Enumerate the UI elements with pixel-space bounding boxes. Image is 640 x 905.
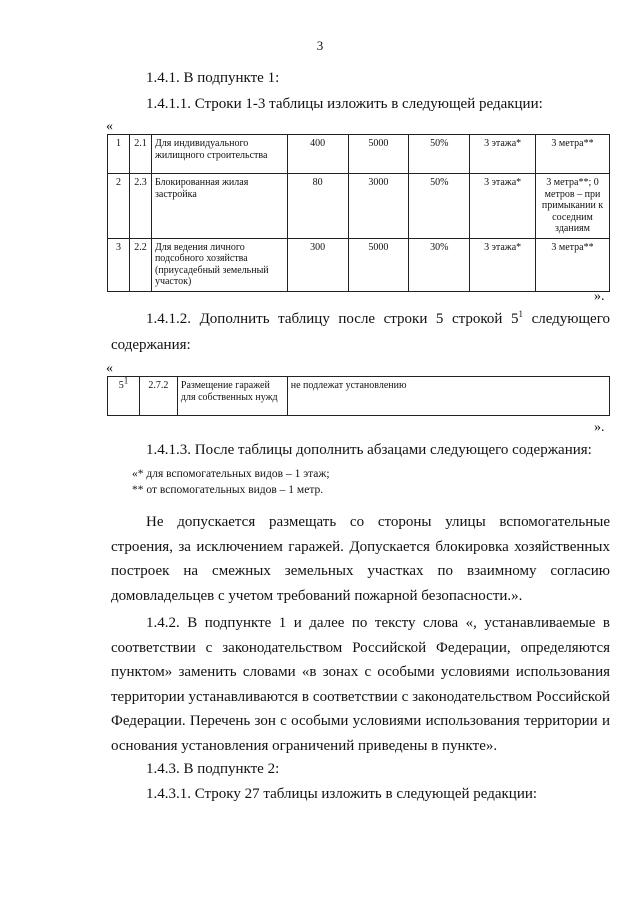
min-area: 400 — [287, 135, 348, 174]
table-row — [108, 238, 610, 291]
coverage: 30% — [409, 238, 470, 291]
text-1-4-1-2-end: следующего — [523, 311, 610, 327]
superscript: 1 — [518, 309, 523, 319]
row-number: $5^1$ — [108, 377, 140, 416]
floors: 3 этажа* — [470, 135, 536, 174]
paragraph-1-4-2: 1.4.2. В подпункте 1 и далее по тексту слова «, устанавливаемые в соответствии с законодательством Российской Федерации, определяются пунктом» заменить словами «в зонах с особыми условиями использования территории устанавливаются в соответствии с законодательством Российской Федерации. Перечень зон с особыми условиями использования территории и основания установления ограничений приведены в пункте». — [111, 615, 610, 754]
page-number: 3 — [316, 38, 324, 53]
table-row — [108, 377, 610, 416]
type-code: 2.1 — [129, 135, 151, 174]
close-quote: ». — [594, 420, 605, 435]
heading-1-4-3: 1.4.3. В подпункте 2: — [146, 761, 280, 777]
close-quote: ». — [594, 289, 605, 304]
table-row — [108, 135, 610, 174]
heading-1-4-3-1: 1.4.3.1. Строку 27 таблицы изложить в следующей редакции: — [146, 786, 538, 802]
footnote-2: ** от вспомогательных видов – 1 метр. — [132, 484, 324, 496]
heading-1-4-1-2 — [146, 311, 610, 328]
type-name: Для индивидуального жилищного строительства — [151, 135, 287, 174]
footnote-1: «* для вспомогательных видов – 1 этаж; — [132, 468, 330, 480]
heading-1-4-1-3: 1.4.1.3. После таблицы дополнить абзацами следующего содержания: — [146, 442, 592, 458]
paragraph-restrictions: Не допускается размещать со стороны улицы вспомогательные строения, за исключением гаражей. Допускается блокировка хозяйственных построек на смежных земельных участках по взаимному согласию домовладельцев с учетом требований пожарной безопасности.». — [111, 514, 610, 604]
row-number: 3 — [108, 238, 130, 291]
heading-1-4-1-1: 1.4.1.1. Строки 1-3 таблицы изложить в следующей редакции: — [146, 96, 543, 112]
floors: 3 этажа* — [470, 174, 536, 239]
type-name: Блокированная жилая застройка — [151, 174, 287, 239]
setback: 3 метра**; 0 метров – при примыкании к соседним зданиям — [536, 174, 610, 239]
coverage: 50% — [409, 135, 470, 174]
type-code: 2.7.2 — [139, 377, 177, 416]
type-code: 2.2 — [129, 238, 151, 291]
row-number: 2 — [108, 174, 130, 239]
max-area: 3000 — [348, 174, 409, 239]
min-area: 80 — [287, 174, 348, 239]
open-quote: « — [106, 361, 113, 376]
heading-1-4-1: 1.4.1. В подпункте 1: — [146, 70, 280, 86]
coverage: 50% — [409, 174, 470, 239]
table-row-5-1 — [107, 376, 610, 416]
type-name: Размещение гаражей для собственных нужд — [177, 377, 287, 416]
setback: 3 метра** — [536, 135, 610, 174]
min-area: 300 — [287, 238, 348, 291]
parameters-value: не подлежат установлению — [287, 377, 609, 416]
floors: 3 этажа* — [470, 238, 536, 291]
max-area: 5000 — [348, 135, 409, 174]
row-number: 1 — [108, 135, 130, 174]
open-quote: « — [106, 119, 113, 134]
type-code: 2.3 — [129, 174, 151, 239]
heading-1-4-1-2-cont: содержания: — [111, 337, 191, 353]
text-1-4-1-2: 1.4.1.2. Дополнить таблицу после строки 5 строкой 5 — [146, 311, 519, 327]
max-area: 5000 — [348, 238, 409, 291]
setback: 3 метра** — [536, 238, 610, 291]
table-rows-1-3 — [107, 134, 610, 292]
table-row — [108, 174, 610, 239]
type-name: Для ведения личного подсобного хозяйства (приусадебный земельный участок) — [151, 238, 287, 291]
